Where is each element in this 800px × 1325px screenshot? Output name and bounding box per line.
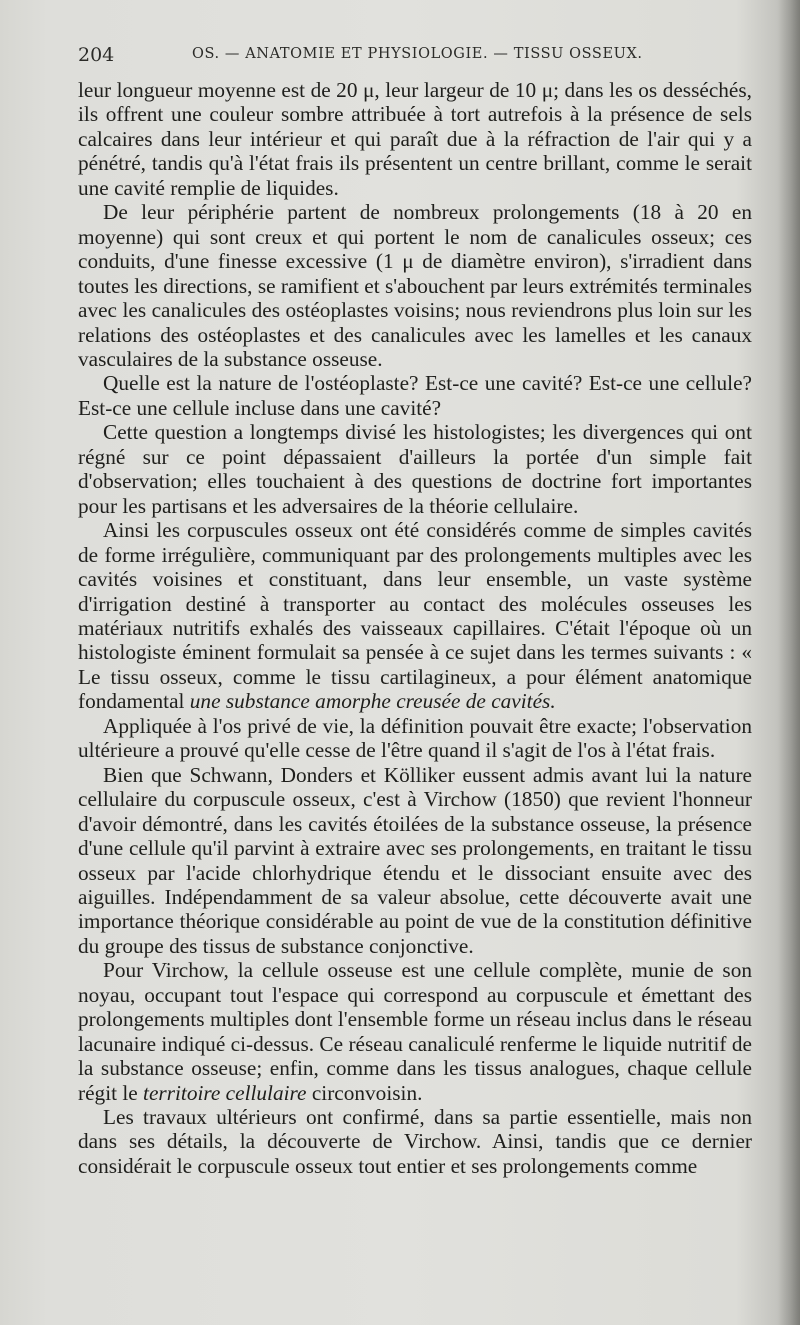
paragraph-cellule-osseuse-emphasis: territoire cellulaire <box>143 1080 307 1105</box>
paragraph-corpuscules-text: Ainsi les corpuscules osseux ont été considérés comme de simples cavités de forme irrégulière, communiquant par des prolongements multiples avec les cavités voisines et constituant, dans leur ensemble, un vaste système d'irrigation destiné à transporter au contact des molécules osseuses les matériaux nutritifs exhalés des vaisseaux capillaires. C'était l'époque où un histologiste éminent formulait sa pensée à ce sujet dans les termes suivants : « Le tissu osseux, comme le tissu cartilagineux, a pour élément anatomique fondamental <box>78 518 752 714</box>
paragraph-definition: Appliquée à l'os privé de vie, la définition pouvait être exacte; l'observation ultérieure a prouvé qu'elle cesse de l'être quand il s'agit de l'os à l'état frais. <box>78 713 752 763</box>
paragraph-divergences: Cette question a longtemps divisé les histologistes; les divergences qui ont régné sur ce point dépassaient d'ailleurs la portée d'un simple fait d'observation; elles touchaient à des questions de doctrine fort importantes pour les partisans et les adversaires de la théorie cellulaire. <box>78 420 752 518</box>
page-header <box>78 44 760 72</box>
paragraph-continuation: leur longueur moyenne est de 20 μ, leur largeur de 10 μ; dans les os desséchés, ils offrent une couleur sombre attribuée à tort autrefois à la présence de sels calcaires dans leur intérieur et qui paraît due à la réfraction de l'air qui y a pénétré, tandis qu'à l'état frais ils présentent un centre brillant, comme le serait une cavité remplie de liquides. <box>78 78 752 200</box>
paragraph-cellule-osseuse-tail: circonvoisin. <box>306 1080 423 1105</box>
page-edge-shadow <box>778 0 800 1325</box>
paragraph-travaux-ulterieurs: Les travaux ultérieurs ont confirmé, dans sa partie essentielle, mais non dans ses détails, la découverte de Virchow. Ainsi, tandis que ce dernier considérait le corpuscule osseux tout entier et ses prolongements comme <box>78 1105 752 1178</box>
paragraph-virchow: Bien que Schwann, Donders et Kölliker eussent admis avant lui la nature cellulaire du corpuscule osseux, c'est à Virchow (1850) que revient l'honneur d'avoir démontré, dans les cavités étoilées de la substance osseuse, la présence d'une cellule qu'il parvint à extraire avec ses prolongements, en traitant le tissu osseux par l'acide chlorhydrique étendu et le dissociant ensuite avec des aiguilles. Indépendamment de sa valeur absolue, cette découverte avait une importance théorique considérable au point de vue de la constitution définitive du groupe des tissus de substance conjonctive. <box>78 762 752 958</box>
paragraph-canalicules: De leur périphérie partent de nombreux prolongements (18 à 20 en moyenne) qui sont creux et qui portent le nom de canalicules osseux; ces conduits, d'une finesse excessive (1 μ de diamètre environ), s'irradient dans toutes les directions, se ramifient et s'abouchent par leurs extrémités terminales avec les canalicules des ostéoplastes voisins; nous reviendrons plus loin sur les relations des ostéoplastes et des canalicules avec les lamelles et les canaux vasculaires de la substance osseuse. <box>78 200 752 371</box>
paragraph-corpuscules <box>78 518 752 714</box>
body-text <box>78 78 752 1178</box>
page-number: 204 <box>78 44 115 66</box>
paragraph-cellule-osseuse <box>78 958 752 1105</box>
paragraph-question: Quelle est la nature de l'ostéoplaste? Est-ce une cavité? Est-ce une cellule? Est-ce une cellule incluse dans une cavité? <box>78 371 752 420</box>
paragraph-cellule-osseuse-text: Pour Virchow, la cellule osseuse est une cellule complète, munie de son noyau, occupant tout l'espace qui correspond au corpuscule et émettant des prolongements multiples dont l'ensemble forme un réseau inclus dans le réseau lacunaire indiqué ci-dessus. Ce réseau canaliculé renferme le liquide nutritif de la substance osseuse; enfin, comme dans les tissus analogues, chaque cellule régit le <box>78 958 752 1105</box>
running-head: OS. — ANATOMIE ET PHYSIOLOGIE. — TISSU OSSEUX. <box>192 46 643 62</box>
paragraph-corpuscules-emphasis: une substance amorphe creusée de cavités. <box>189 689 556 714</box>
